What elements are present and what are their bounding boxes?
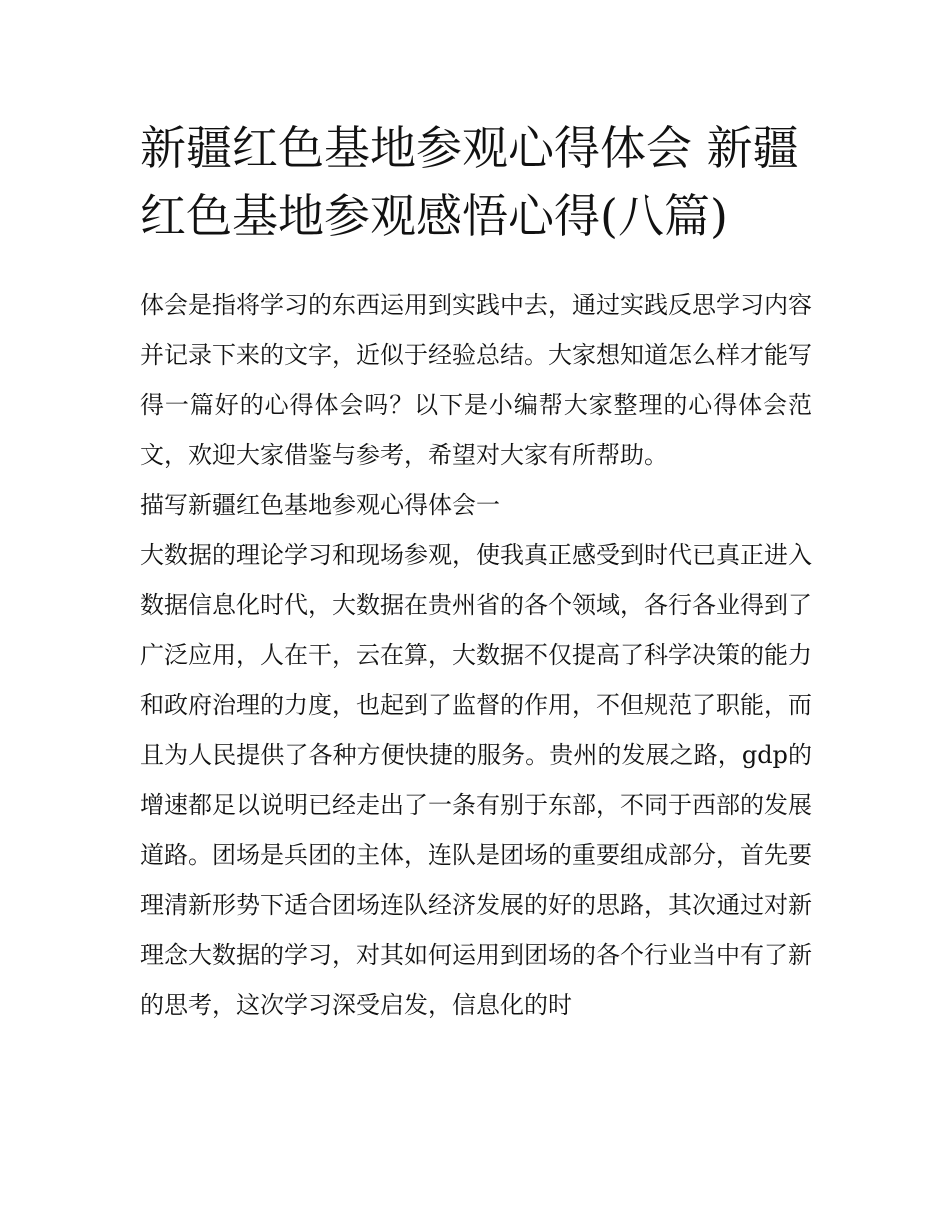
body-paragraph: 大数据的理论学习和现场参观，使我真正感受到时代已真正进入数据信息化时代，大数据在贵州省的各个领域，各行各业得到了广泛应用，人在干，云在算，大数据不仅提高了科学决策的能力和政府治理的力度，也起到了监督的作用，不但规范了职能，而且为人民提供了各种方便快捷的服务。贵州的发展之路，gdp的增速都足以说明已经走出了一条有别于东部，不同于西部的发展道路。团场是兵团的主体，连队是团场的重要组成部分，首先要理清新形势下适合团场连队经济发展的好的思路，其次通过对新理念大数据的学习，对其如何运用到团场的各个行业当中有了新的思考，这次学习深受启发，信息化的时: [140, 541, 812, 1019]
section-heading: 描写新疆红色基地参观心得体会一: [140, 491, 500, 519]
intro-paragraph: 体会是指将学习的东西运用到实践中去，通过实践反思学习内容并记录下来的文字，近似于经验总结。大家想知道怎么样才能写得一篇好的心得体会吗？以下是小编帮大家整理的心得体会范文，欢迎大家借鉴与参考，希望对大家有所帮助。: [140, 291, 812, 469]
document-content: [140, 114, 812, 1030]
document-title: 新疆红色基地参观心得体会 新疆红色基地参观感悟心得(八篇): [140, 121, 799, 243]
